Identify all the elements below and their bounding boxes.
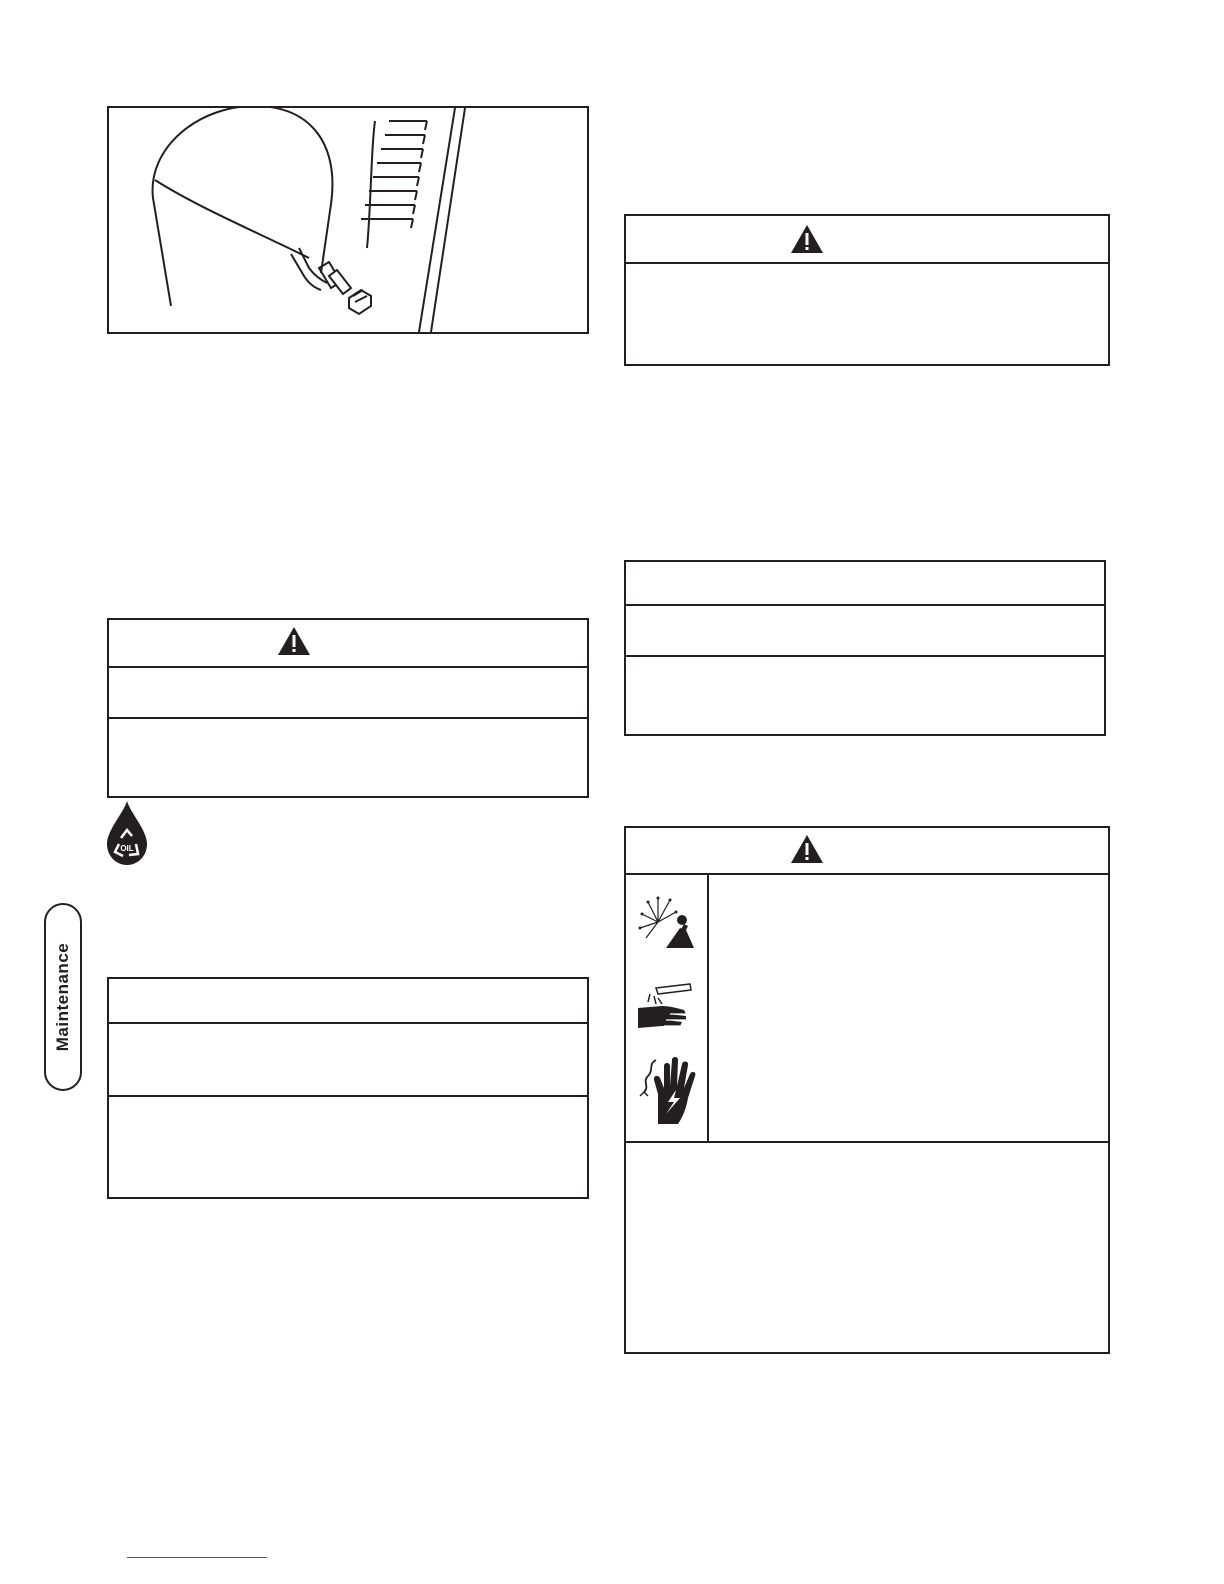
warning-triangle-icon: [790, 834, 824, 864]
figure-box: [107, 106, 589, 334]
warning-box-right-top: [624, 214, 1110, 366]
hose-drain-illustration: [109, 108, 587, 332]
side-tab-label: Maintenance: [53, 942, 72, 1052]
warning-box-left-header: [109, 620, 587, 666]
oil-recycle-icon: [105, 800, 149, 866]
warning-box-left: [107, 618, 589, 798]
warning-triangle-icon: [277, 626, 311, 656]
warning-triangle-icon: [790, 224, 824, 254]
oil-recycle-label: OIL: [120, 844, 134, 853]
notice-box-left: [107, 977, 589, 1199]
explosion-hazard-icon: [636, 894, 696, 950]
warning-box-right-bottom: [624, 826, 1110, 1354]
maintenance-side-tab[interactable]: [44, 903, 82, 1091]
chemical-burn-icon: [636, 982, 696, 1032]
footer-link-underline: [127, 1557, 267, 1558]
electric-shock-icon: [636, 1056, 700, 1126]
notice-box-right: [624, 560, 1106, 736]
